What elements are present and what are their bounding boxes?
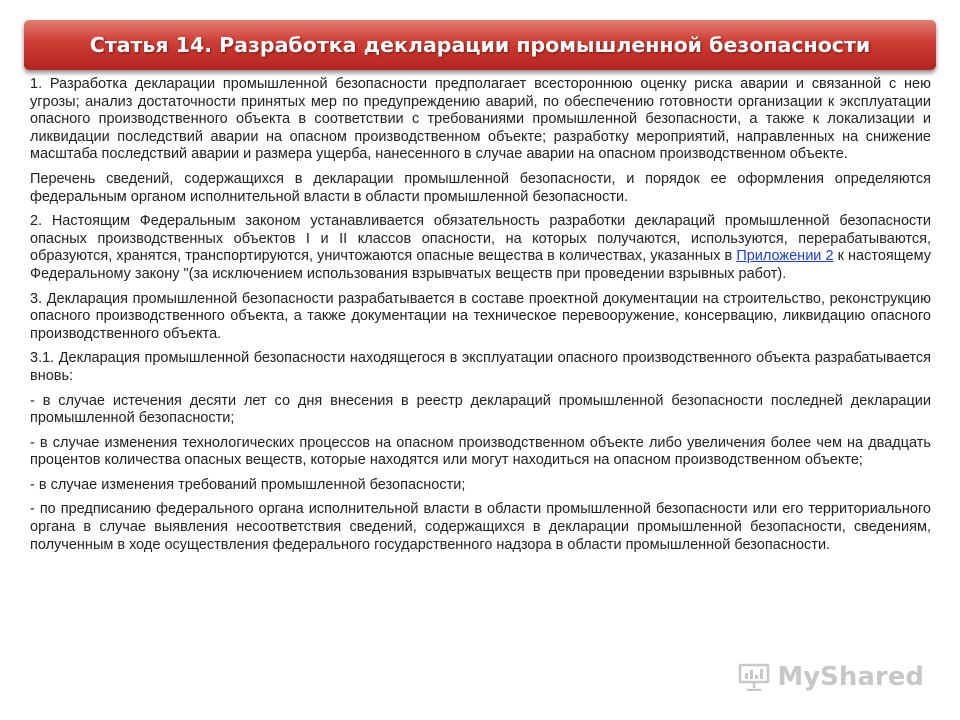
paragraph-9: - по предписанию федерального органа исполнительной власти в области промышленной безопасности или его территориального органа в случае выявления несоответствия сведений, содержащихся в декларации промышленной безопасности, сведениям, полученным в ходе осуществления федерального государственного надзора в области промышленной безопасности.: [30, 501, 931, 553]
paragraph-3-text-before: 2. Настоящим Федеральным законом устанавливается обязательность разработки деклараций промышленной безопасности опасных производственных объектов I и II классов опасности, на которых получаются, используются, перерабатываются, образуются, хранятся, транспортируются, уничтожаются опасные вещества в количествах, указанных в: [30, 213, 931, 265]
paragraph-7: - в случае изменения технологических процессов на опасном производственном объекте либо увеличения более чем на двадцать процентов количества опасных веществ, которые находятся или могут находиться на опасном производственном объекте;: [30, 434, 931, 469]
paragraph-6: - в случае истечения десяти лет со дня внесения в реестр деклараций промышленной безопасности последней декларации промышленной безопасности;: [30, 392, 931, 427]
watermark: [737, 662, 924, 692]
paragraph-4: 3. Декларация промышленной безопасности разрабатывается в составе проектной документации на строительство, реконструкцию опасного производственного объекта, а также документации на техническое перевооружение, консервацию, ликвидацию опасного производственного объекта.: [30, 290, 931, 342]
title-banner: [24, 20, 936, 70]
appendix-2-link[interactable]: Приложении 2: [736, 248, 834, 265]
slide-title: Статья 14. Разработка декларации промышленной безопасности: [89, 33, 871, 57]
paragraph-5: 3.1. Декларация промышленной безопасности находящегося в эксплуатации опасного производственного объекта разрабатывается вновь:: [30, 350, 931, 384]
paragraph-3: [30, 213, 931, 283]
paragraph-1: 1. Разработка декларации промышленной безопасности предполагает всестороннюю оценку риска аварии и связанной с нею угрозы; анализ достаточности принятых мер по предупреждению аварий, по обеспечению готовности организации к эксплуатации опасного производственного объекта в соответствии с требованиями промышленной безопасности, а также к локализации и ликвидации последствий аварии на опасном производственном объекте; разработку мероприятий, направленных на снижение масштаба последствий аварии и размера ущерба, нанесенного в случае аварии на опасном производственном объекте.: [30, 76, 931, 163]
watermark-text: MyShared: [777, 662, 924, 692]
article-body: [30, 76, 931, 561]
presentation-board-icon: [737, 663, 771, 691]
paragraph-8: - в случае изменения требований промышленной безопасности;: [30, 476, 466, 493]
paragraph-2: Перечень сведений, содержащихся в декларации промышленной безопасности, и порядок ее оформления определяются федеральным органом исполнительной власти в области промышленной безопасности.: [30, 170, 931, 205]
paragraph-3-text-after: к настоящему Федеральному закону "(за исключением использования взрывчатых веществ при проведении взрывных работ).: [30, 248, 931, 282]
